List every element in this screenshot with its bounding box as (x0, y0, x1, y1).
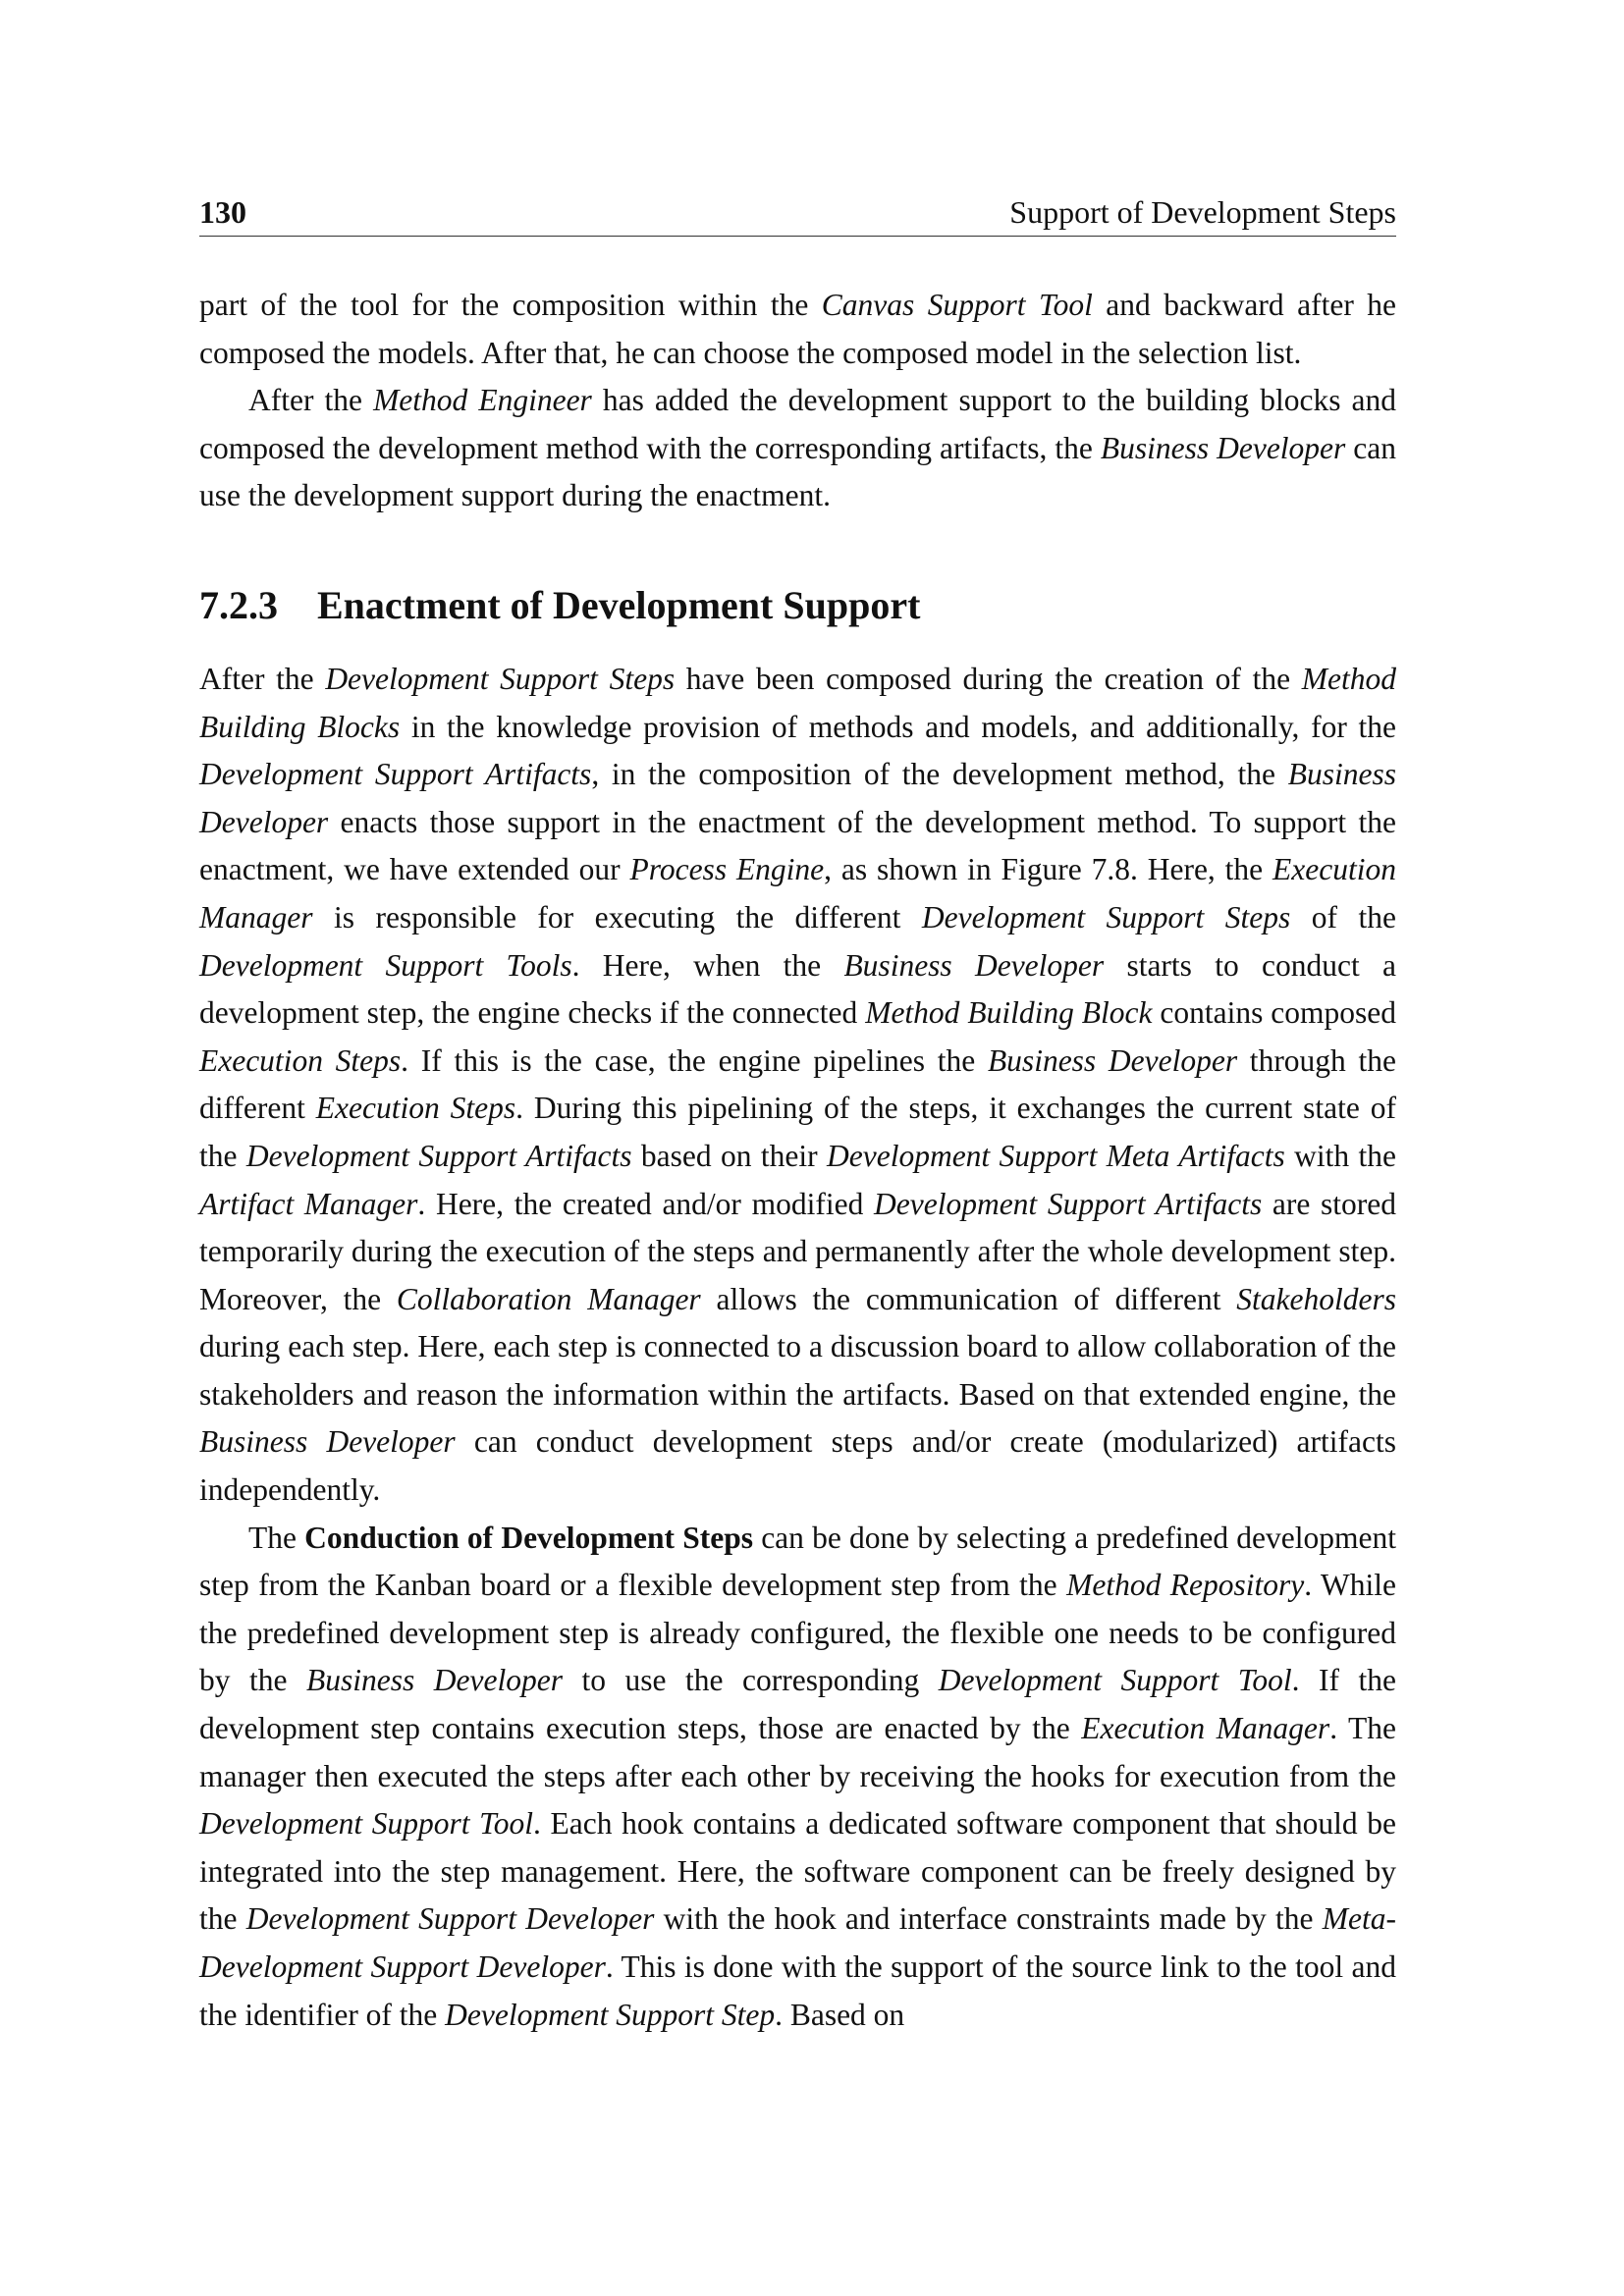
page-number: 130 (199, 194, 246, 230)
paragraph-4: The Conduction of Development Steps can be done by selecting a predefined development step from the Kanban board or a flexible development step from the Method Repository. While the predefined development step is already configured, the flexible one needs to be configured by the Business Developer to use the corresponding Development Support Tool. If the development step contains execution steps, those are enacted by the Execution Manager. The manager then executed the steps after each other by receiving the hooks for execution from the Development Support Tool. Each hook contains a dedicated software component that should be integrated into the step management. Here, the software component can be freely designed by the Development Support Developer with the hook and interface constraints made by the Meta-Development Support Developer. This is done with the support of the source link to the tool and the identifier of the Development Support Step. Based on (199, 1520, 1397, 2032)
running-title: Support of Development Steps (1009, 194, 1396, 230)
section-title: Enactment of Development Support (317, 582, 921, 627)
section-number: 7.2.3 (199, 582, 278, 627)
paragraph-1: part of the tool for the composition within the Canvas Support Tool and backward after he composed the models. After that, he can choose the composed model in the selection list. (199, 288, 1396, 370)
page (199, 192, 1396, 2039)
paragraph-2: After the Method Engineer has added the development support to the building blocks and composed the development method with the corresponding artifacts, the Business Developer can use the development support during the enactment. (199, 383, 1397, 513)
paragraph-3: After the Development Support Steps have been composed during the creation of the Method Building Blocks in the knowledge provision of methods and models, and additionally, for the Development Support Artifacts, in the composition of the development method, the Business Developer enacts those support in the enactment of the development method. To support the enactment, we have extended our Process Engine, as shown in Figure 7.8. Here, the Execution Manager is responsible for executing the different Development Support Steps of the Development Support Tools. Here, when the Business Developer starts to conduct a development step, the engine checks if the connected Method Building Block contains composed Execution Steps. If this is the case, the engine pipelines the Business Developer through the different Execution Steps. During this pipelining of the steps, it exchanges the current state of the Development Support Artifacts based on their Development Support Meta Artifacts with the Artifact Manager. Here, the created and/or modified Development Support Artifacts are stored temporarily during the execution of the steps and permanently after the whole development step. Moreover, the Collaboration Manager allows the communication of different Stakeholders during each step. Here, each step is connected to a discussion board to allow collaboration of the stakeholders and reason the information within the artifacts. Based on that extended engine, the Business Developer can conduct development steps and/or create (modularized) artifacts independently. (199, 661, 1397, 1508)
running-header (199, 192, 1396, 237)
section-heading (199, 581, 1396, 630)
